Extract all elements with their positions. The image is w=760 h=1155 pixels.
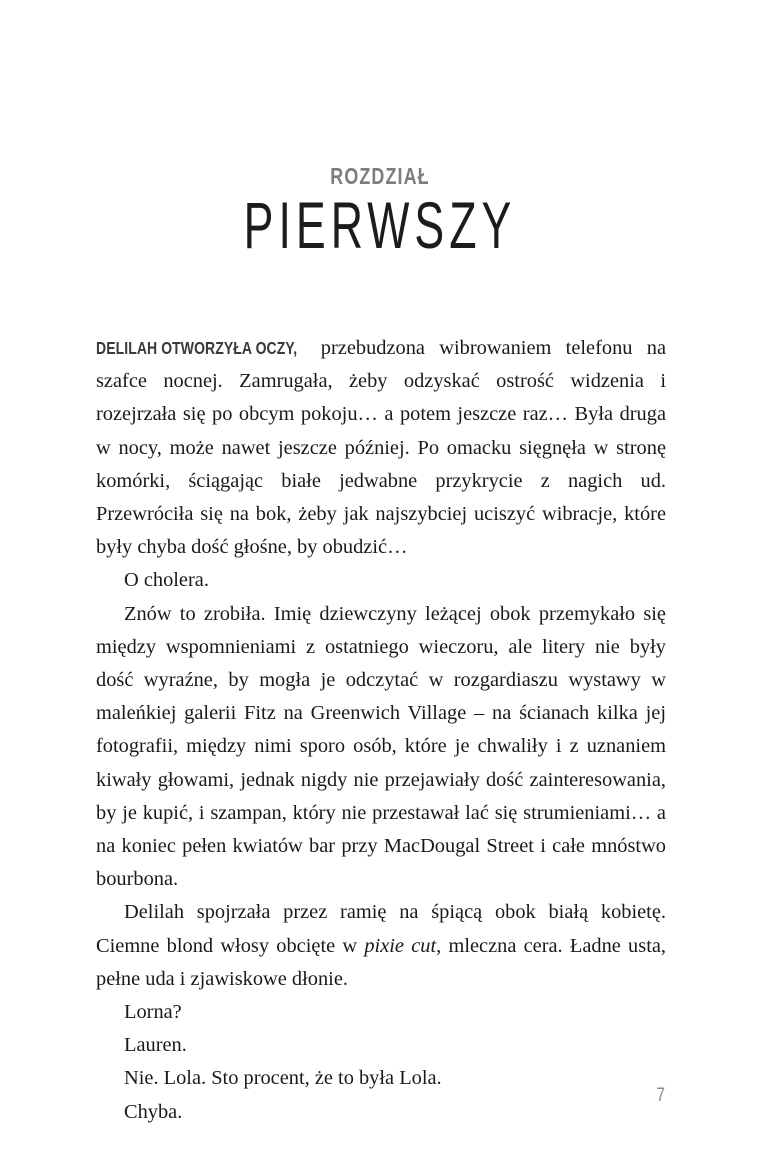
paragraph-with-italic [96,896,666,996]
page-number-folio [120,1085,665,1107]
chapter-eyebrow-label: ROZDZIAŁ [330,163,430,189]
chapter-number-word: PIERWSZY [243,189,517,264]
paragraph-text: Lorna? [124,1001,182,1024]
chapter-heading [0,163,760,264]
paragraph-text: O cholera. [124,569,209,592]
paragraph-text-after-italic: , mleczna cera. Ładne usta, pełne uda i zjawiskowe dłonie. [96,934,667,990]
body-text-block [96,332,666,1129]
lede-small-caps: DELILAH OTWORZYŁA OCZY, [96,338,298,358]
paragraph-text: Nie. Lola. Sto procent, że to była Lola. [124,1067,442,1090]
paragraph-text: Lauren. [124,1034,187,1057]
paragraph-text: przebudzona wibrowaniem telefonu na szafce nocnej. Zamrugała, żeby odzyskać ostrość widzenia i rozejrzała się po obcym pokoju… a potem jeszcze raz… Była druga w nocy, może nawet jeszcze później. Po omacku sięgnęła w stronę komórki, ściągając białe jedwabne przykrycie z nagich ud. Przewróciła się na bok, żeby jak najszybciej uciszyć wibracje, które były chyba dość głośne, by obudzić… [96,337,666,559]
paragraph [96,564,666,597]
paragraph-text: Chyba. [124,1100,183,1123]
page-number: 7 [656,1085,665,1106]
paragraph-opening [96,332,666,564]
italic-phrase: pixie cut [364,934,437,957]
paragraph [96,996,666,1029]
paragraph-text: Znów to zrobiła. Imię dziewczyny leżącej obok przemykało się między wspomnieniami z ostatniego wieczoru, ale litery nie były dość wyraźne, by mogła je odczytać w rozgardiaszu wystawy w maleńkiej galerii Fitz na Greenwich Village – na ścianach kilka jej fotografii, między nimi sporo osób, które je chwaliły i z uznaniem kiwały głowami, jednak nigdy nie przejawiały dość zainteresowania, by je kupić, i szampan, który nie przestawał lać się strumieniami… a na koniec pełen kwiatów bar przy MacDougal Street i całe mnóstwo bourbona. [96,602,666,891]
paragraph [96,1029,666,1062]
paragraph-text-before-italic: Delilah spojrzała przez ramię na śpiącą obok białą kobietę. Ciemne blond włosy obcięte w [96,901,666,957]
paragraph [96,598,666,897]
